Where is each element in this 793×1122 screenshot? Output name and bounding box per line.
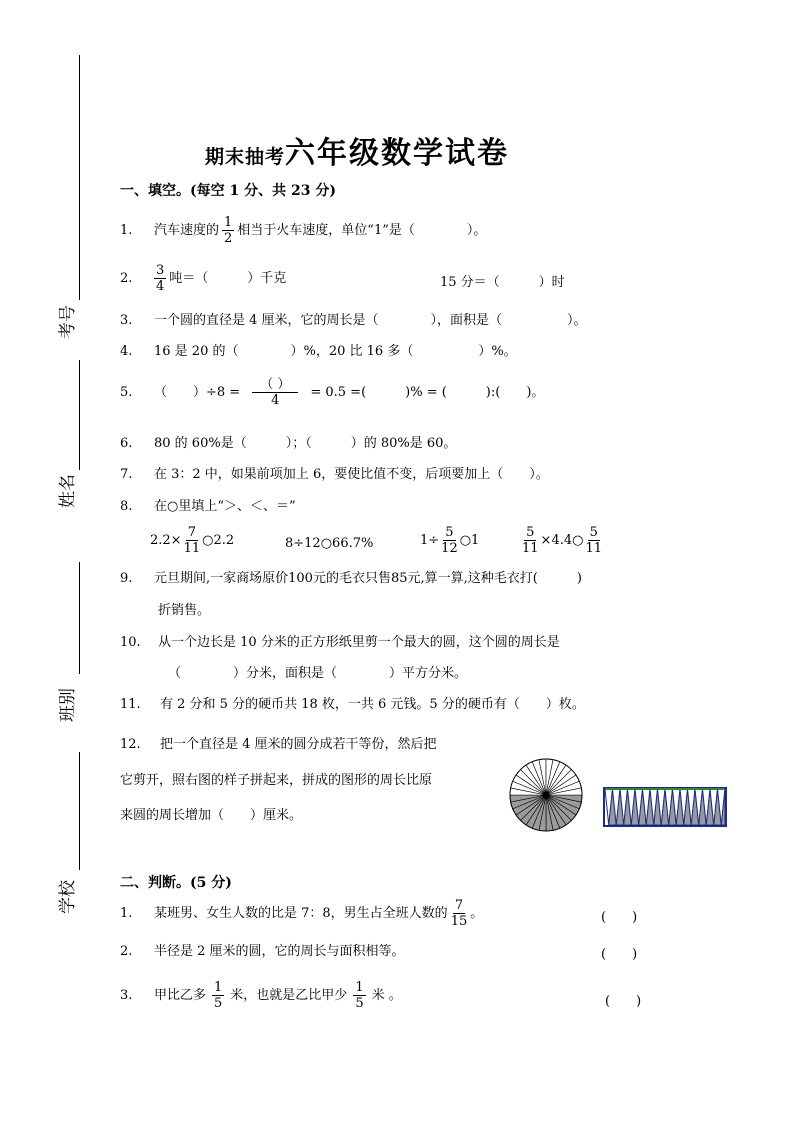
question-1	[120, 215, 486, 246]
margin-line-4	[79, 752, 80, 870]
q2-fraction-den: 4	[156, 279, 165, 294]
question-8-expr-4	[520, 525, 604, 556]
q2-fraction	[154, 263, 166, 294]
q8-e3-a: 1÷	[420, 533, 440, 548]
q1-fraction	[222, 215, 234, 246]
q10-line1: 从一个边长是 10 分米的正方形纸里剪一个最大的圆，这个圆的周长是	[158, 635, 560, 650]
question-12-line2: 它剪开，照右图的样子拼起来，拼成的图形的周长比原	[120, 773, 433, 788]
rearranged-shape-figure	[603, 786, 727, 828]
q8-e1-b: ○2.2	[202, 533, 235, 548]
question-11	[120, 696, 585, 714]
title-big: 六年级数学试卷	[285, 136, 510, 171]
q6-num: 6.	[120, 436, 133, 451]
j3-answer-paren[interactable]: ( )	[605, 994, 642, 1009]
q5-fraction-num: （ ）	[252, 377, 298, 393]
question-10	[120, 634, 560, 652]
question-7	[120, 466, 549, 484]
margin-line-2	[79, 360, 80, 470]
j3-fraction-1-den: 5	[214, 996, 223, 1011]
q8-e4-a: ×4.4○	[540, 533, 584, 548]
q11-text: 有 2 分和 5 分的硬币共 18 枚，一共 6 元钱。5 分的硬币有（ ）枚。	[160, 697, 585, 712]
q5-text-a: （ ）÷8 =	[154, 385, 241, 400]
q8-e1-den: 11	[183, 541, 201, 556]
q8-e4-fraction-2	[583, 525, 604, 556]
q1-text-a: 汽车速度的	[154, 223, 220, 238]
section1-heading: 一、填空。(每空 1 分、共 23 分)	[120, 183, 336, 199]
q8-e4-num-2: 5	[589, 525, 598, 540]
q4-text: 16 是 20 的（ ）%，20 比 16 多（ ）%。	[154, 344, 517, 359]
q5-fraction-den: 4	[271, 393, 280, 408]
q8-e4-den-2: 11	[585, 541, 603, 556]
question-9	[120, 570, 582, 588]
q8-e3-b: ○1	[459, 533, 480, 548]
side-label-kaohao: 考号	[58, 305, 78, 339]
question-8-expr-3	[420, 525, 479, 556]
q9-line1: 元旦期间,一家商场原价100元的毛衣只售85元,算一算,这种毛衣打( )	[154, 571, 582, 586]
j3-fraction-2-num: 1	[355, 980, 364, 995]
j2-answer-paren[interactable]: ( )	[601, 947, 638, 962]
j2-num: 2.	[120, 944, 133, 959]
margin-line-1	[79, 55, 80, 300]
q1-num: 1.	[120, 223, 133, 238]
q8-num: 8.	[120, 499, 133, 514]
side-label-banbie: 班别	[58, 688, 78, 722]
j1-answer-paren[interactable]: ( )	[601, 910, 638, 925]
q8-e3-fraction	[439, 525, 460, 556]
j3-fraction-2-den: 5	[355, 996, 364, 1011]
q5-fraction	[252, 377, 298, 408]
q3-text: 一个圆的直径是 4 厘米，它的周长是（ ），面积是（ ）。	[154, 313, 587, 328]
question-2	[120, 263, 286, 294]
divided-circle-figure	[508, 757, 584, 833]
j3-text-c: 米 。	[371, 988, 402, 1003]
question-5	[120, 377, 544, 408]
page-title	[205, 128, 509, 172]
q5-text-b: = 0.5 =( )% = ( ):( )。	[310, 385, 545, 400]
side-label-xingming: 姓名	[58, 474, 78, 508]
q8-e3-num: 5	[445, 525, 454, 540]
q1-text-b: 相当于火车速度，单位“1”是（ ）。	[237, 223, 487, 238]
q6-text: 80 的 60%是（ ）；（ ）的 80%是 60。	[154, 436, 457, 451]
question-3	[120, 312, 587, 330]
q8-e1-num: 7	[187, 525, 196, 540]
q8-e4-fraction-1	[520, 525, 541, 556]
j1-num: 1.	[120, 906, 133, 921]
q9-num: 9.	[120, 571, 133, 586]
question-4	[120, 343, 517, 361]
q2-text-a: 吨＝（ ）千克	[169, 271, 287, 286]
q7-text: 在 3：2 中，如果前项加上 6，要使比值不变，后项要加上（ ）。	[154, 467, 549, 482]
j3-fraction-1	[212, 980, 224, 1011]
j3-text-b: 米，也就是乙比甲少	[230, 988, 348, 1003]
judge-1	[120, 898, 483, 929]
q5-num: 5.	[120, 385, 133, 400]
j1-fraction-den: 15	[450, 914, 468, 929]
j1-text-b: 。	[470, 906, 484, 921]
q8-text: 在○里填上“＞、＜、＝”	[154, 499, 296, 514]
q12-line1: 把一个直径是 4 厘米的圆分成若干等份，然后把	[160, 737, 437, 752]
j2-text: 半径是 2 厘米的圆，它的周长与面积相等。	[154, 944, 405, 959]
q8-e1-fraction	[182, 525, 203, 556]
q7-num: 7.	[120, 467, 133, 482]
question-10-line2: （ ）分米，面积是（ ）平方分米。	[168, 666, 468, 681]
question-6	[120, 435, 456, 453]
j3-fraction-2	[353, 980, 365, 1011]
question-12	[120, 736, 437, 754]
shape-teeth	[605, 789, 725, 825]
q2-fraction-num: 3	[156, 263, 165, 278]
j1-fraction	[449, 898, 470, 929]
q8-e4-den-1: 11	[522, 541, 539, 556]
j1-fraction-num: 7	[454, 898, 464, 913]
j3-text-a: 甲比乙多	[154, 988, 207, 1003]
q8-e3-den: 12	[441, 541, 458, 556]
side-label-xuexiao: 学校	[58, 880, 78, 914]
q8-e1-a: 2.2×	[150, 533, 182, 548]
q8-e4-num-1: 5	[526, 525, 535, 540]
question-9-line2: 折销售。	[158, 603, 211, 618]
judge-2	[120, 943, 405, 961]
j3-fraction-1-num: 1	[214, 980, 223, 995]
question-8-expr-1	[150, 525, 234, 556]
section2-heading: 二、判断。(5 分)	[120, 875, 232, 891]
margin-line-3	[79, 562, 80, 674]
question-12-line3: 来圆的周长增加（ ）厘米。	[120, 808, 303, 823]
question-8-expr-2: 8÷12○66.7%	[285, 536, 374, 551]
q2-num: 2.	[120, 271, 133, 286]
j3-num: 3.	[120, 988, 133, 1003]
q10-num: 10.	[120, 635, 141, 650]
q1-fraction-den: 2	[224, 231, 233, 246]
q1-fraction-num: 1	[224, 215, 233, 230]
q3-num: 3.	[120, 313, 133, 328]
q12-num: 12.	[120, 737, 141, 752]
q4-num: 4.	[120, 344, 133, 359]
q11-num: 11.	[120, 697, 141, 712]
j1-text-a: 某班男、女生人数的比是 7：8，男生占全班人数的	[154, 906, 448, 921]
judge-3	[120, 980, 402, 1011]
title-small: 期末抽考	[205, 146, 286, 168]
question-2-b: 15 分＝（ ）时	[440, 275, 565, 290]
question-8	[120, 498, 296, 516]
